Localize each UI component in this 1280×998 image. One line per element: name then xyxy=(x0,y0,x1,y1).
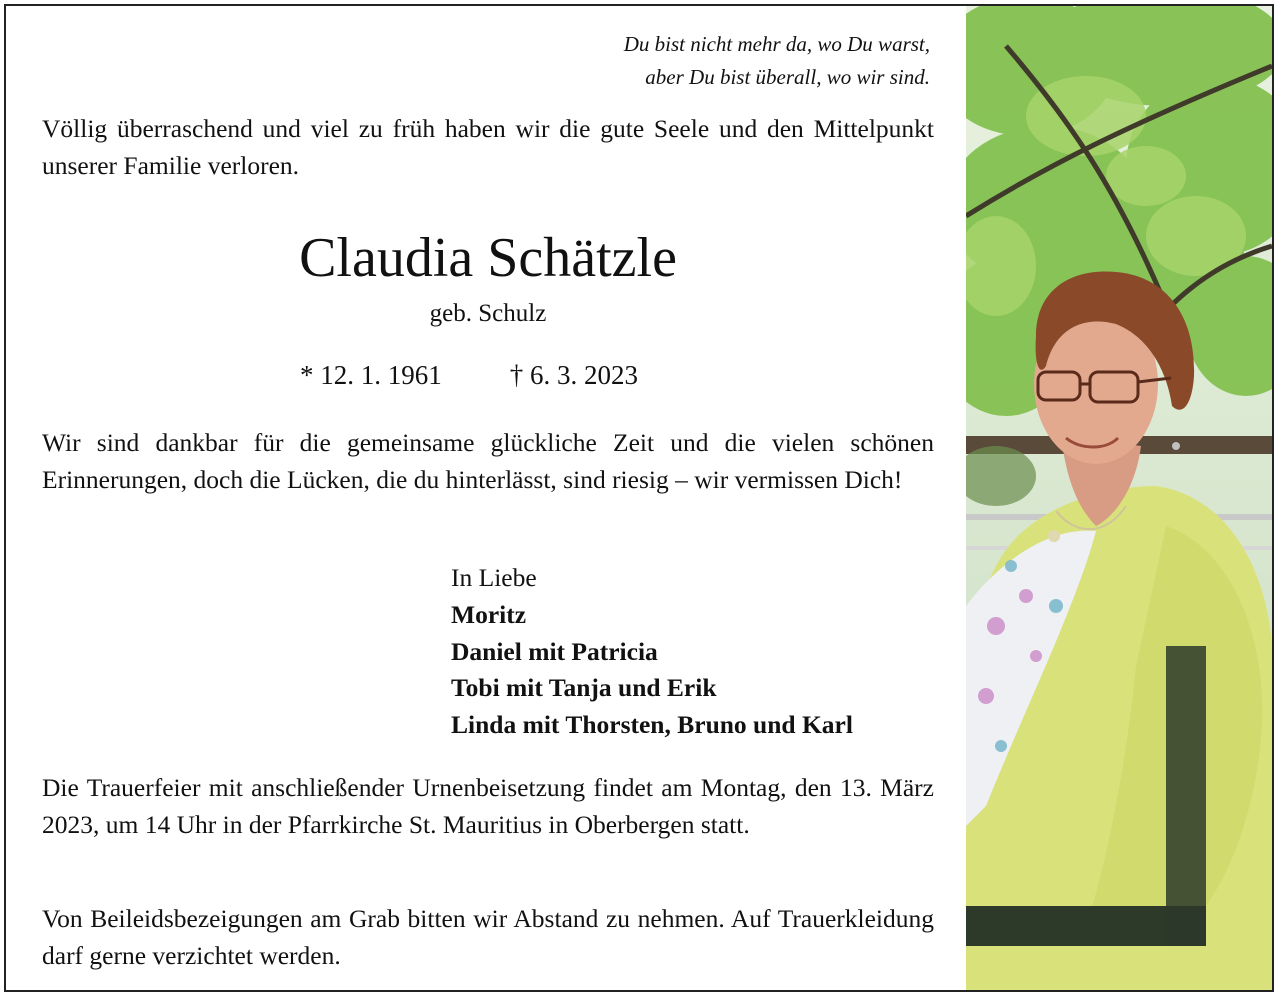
intro-text: Völlig überraschend und viel zu früh haben wir die gute Seele und den Mittelpunkt unserer Familie verloren. xyxy=(42,114,934,180)
condolence-notice: Von Beileidsbezeigungen am Grab bitten wir Abstand zu nehmen. Auf Trauerkleidung darf gerne verzichtet werden. xyxy=(42,904,934,970)
portrait-photo xyxy=(966,6,1272,990)
maiden-name: geb. Schulz xyxy=(429,300,547,327)
family-signature xyxy=(451,560,853,744)
family-intro: In Liebe xyxy=(451,563,537,592)
death-date: † 6. 3. 2023 xyxy=(509,360,638,390)
deceased-name: Claudia Schätzle xyxy=(299,227,677,289)
birth-date: * 12. 1. 1961 xyxy=(300,360,442,390)
quote-line-2: aber Du bist überall, wo wir sind. xyxy=(645,65,930,89)
family-member: Moritz xyxy=(451,599,527,629)
funeral-info: Die Trauerfeier mit anschließender Urnenbeisetzung findet am Montag, den 13. März 2023, um 14 Uhr in der Pfarrkirche St. Mauritius in Oberbergen statt. xyxy=(42,773,934,839)
family-member: Tobi mit Tanja und Erik xyxy=(451,673,717,703)
family-member: Daniel mit Patricia xyxy=(451,636,658,666)
quote-line-1: Du bist nicht mehr da, wo Du warst, xyxy=(623,32,930,56)
life-dates xyxy=(300,360,638,391)
quote xyxy=(520,28,930,94)
family-member: Linda mit Thorsten, Bruno und Karl xyxy=(451,710,853,740)
gratitude-text: Wir sind dankbar für die gemeinsame glückliche Zeit und die vielen schönen Erinnerungen, doch die Lücken, die du hinterlässt, sind riesig – wir vermissen Dich! xyxy=(42,428,934,494)
